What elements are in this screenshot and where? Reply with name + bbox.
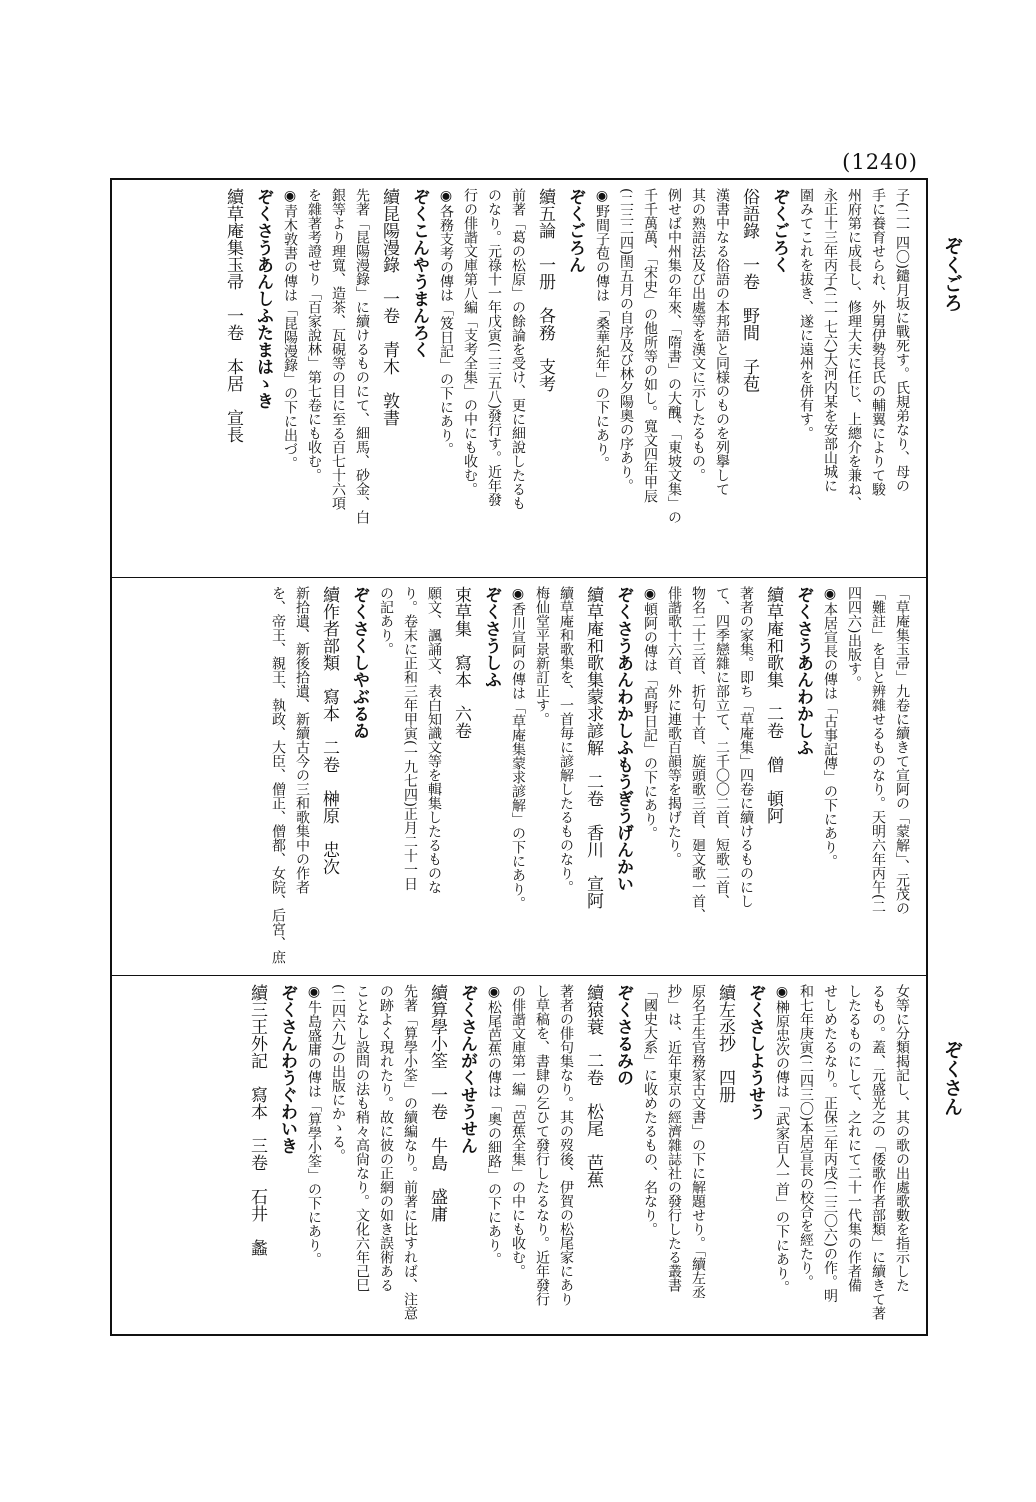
text-column: 著者の家集。即ち「草庵集」四卷に續けるものにし [738, 586, 754, 908]
text-column: を雜著考證せり「百家說林」第七卷にも收む。 [306, 188, 322, 482]
text-column: ◉野間子苞の傳は「桑華紀年」の下にあり。 [594, 188, 610, 470]
text-column: 原名壬生官務家古文書」の下に解題せり。「續左丞 [690, 984, 706, 1299]
text-column: ◉各務支考の傳は「笈日記」の下にあり。 [438, 188, 454, 456]
text-column: ◉香川宣阿の傳は「草庵集蒙求諺解」の下にあり。 [510, 586, 526, 910]
text-column: ◉本居宣長の傳は「古事記傳」の下にあり。 [822, 586, 838, 868]
text-column: 續草庵和歌集を、一首毎に諺解したるものなり。 [558, 586, 574, 894]
text-column: 其の熟語法及び出處等を漢文に示したるもの。 [690, 188, 706, 482]
text-column: のなり。元祿十一年戊寅(二三五八)發行す。近年發 [486, 188, 502, 507]
text-column: 女等に分類揭記し、其の歌の出處歌數を指示した [894, 984, 910, 1292]
entry-heading: ぞくさるみの [613, 984, 633, 1086]
text-column: の俳諧文庫第一編「芭蕉全集」の中にも收む。 [510, 984, 526, 1278]
text-column: 俳諧歌十六首、外に連歌百韻等を揭げたり。 [666, 586, 682, 866]
text-column: 行の俳諧文庫第八編「支考全集」の中にも收む。 [462, 188, 478, 496]
text-column: るもの。蓋、元盛光之の「倭歌作者部類」に續きて著 [870, 984, 886, 1320]
entry-heading: ぞくごろく [769, 188, 789, 273]
text-column: 千千萬萬、「宋史」の他所等の如し。寬文四年甲辰 [642, 188, 658, 503]
entry-title: 續草庵和歌集 二卷 僧 頓阿 [763, 586, 783, 824]
text-column: 願文、諷誦文、表白知識文等を輯集したるものな [426, 586, 442, 894]
text-column: り。卷末に正和三年甲寅(一九七四)正月二十一日 [402, 586, 418, 891]
running-head-top: ぞくごろ [941, 236, 963, 312]
entry-title: 續昆陽漫錄 一卷 青木 敦書 [379, 188, 399, 426]
entry-heading: ぞくさうあんわかしふもうぎうげんかい [613, 586, 633, 892]
entry-title: 續算學小筌 一卷 牛島 盛庸 [427, 984, 447, 1222]
text-column: し草稿を、書肆の乞ひて發行したるなり。近年發行 [534, 984, 550, 1306]
divider-line [112, 577, 926, 578]
text-column: ◉榊原忠次の傳は「武家百人一首」の下にあり。 [774, 984, 790, 1294]
entry-heading: ぞくさうあんしふたまはゝき [253, 188, 273, 409]
text-column: 「草庵集玉帚」九卷に續きて宣阿の「蒙解」、元茂の [894, 586, 910, 915]
entry-title: 續作者部類 寫本 二卷 榊原 忠次 [319, 586, 339, 875]
text-panel-middle [124, 586, 914, 971]
text-column: 圍みてこれを拔き、遂に遠州を併有す。 [798, 188, 814, 440]
running-head-bottom: ぞくさん [941, 1040, 963, 1116]
text-column: 前著「葛の松原」の餘論を受け、更に細說したるも [510, 188, 526, 510]
entry-heading: ぞくさうしふ [481, 586, 501, 688]
entry-heading: ぞくさしようせう [745, 984, 765, 1120]
entry-title: 續五論 一册 各務 支考 [535, 188, 555, 392]
page-frame [110, 178, 928, 1336]
text-column: せしめたるなり。正保三年丙戌(二三〇六)の作。明 [822, 984, 838, 1303]
text-column: ことなし設問の法も稍々高尙なり。文化六年己巳 [354, 984, 370, 1292]
text-column: 例せば中州集の年來、「隋書」の大醜、「東坡文集」の [666, 188, 682, 524]
page-number: (1240) [842, 150, 918, 174]
text-column: 四四六)出版す。 [846, 586, 862, 690]
text-column: 著者の俳句集なり。其の歿後、伊賀の松尾家にあり [558, 984, 574, 1306]
text-column: ◉青木敦書の傳は「昆陽漫錄」の下に出づ。 [282, 188, 298, 470]
entry-heading: ぞくさんがくせうせん [457, 984, 477, 1154]
entry-title: 續草庵和歌集蒙求諺解 二卷 香川 宣阿 [583, 586, 603, 909]
entry-title: 續草庵集玉帚 一卷 本居 宣長 [223, 188, 243, 443]
divider-line [112, 975, 926, 976]
text-column: 「難註」を自と辨雜せるものなり。天明六年丙午(二 [870, 586, 886, 914]
text-column: 漢書中なる俗語の本邦語と同様のものを列擧して [714, 188, 730, 496]
entry-title: 束草集 寫本 六卷 [451, 586, 471, 739]
text-column: 抄」は、近年東京の經濟雜誌社の發行したる叢書 [666, 984, 682, 1292]
text-column: の記あり。 [378, 586, 394, 656]
entry-heading: ぞくさうあんわかしふ [793, 586, 813, 756]
text-panel-top [124, 188, 914, 573]
entry-title: 續三王外記 寫本 三卷 石井 蠡 [247, 984, 267, 1256]
entry-title: 續猿蓑 二卷 松尾 芭蕉 [583, 984, 603, 1188]
text-panel-bottom [124, 984, 914, 1369]
entry-heading: ぞくさんわうぐわいき [277, 984, 297, 1154]
entry-heading: ぞくさくしやぶるゐ [349, 586, 369, 739]
text-column: 先著「昆陽漫錄」に續けるものにて、細馬、砂金、白 [354, 188, 370, 524]
text-column: 銀等より理寬、造茶、瓦硯等の目に至る百七十六項 [330, 188, 346, 510]
text-column: を、帝王、親王、執政、大臣、僧正、僧都、女院、后宮、庶 [270, 586, 286, 964]
text-column: ◉松尾芭蕉の傳は「奧の細路」の下にあり。 [486, 984, 502, 1266]
text-column: ◉牛島盛庸の傳は「算學小筌」の下にあり。 [306, 984, 322, 1266]
text-column: (二四六九)の出版にかゝる。 [330, 984, 346, 1163]
text-column: 手に養育せられ、外舅伊勢長氏の輔翼によりて駿 [870, 188, 886, 496]
entry-title: 俗語錄 一卷 野間 子苞 [739, 188, 759, 392]
entry-title: 續左丞抄 四册 [715, 984, 735, 1103]
text-column: 州府第に成長し、修理大夫に任じ、上總介を兼ね、 [846, 188, 862, 510]
text-column: 物名二十三首、折句十首、旋頭歌三首、廻文歌一首、 [690, 586, 706, 922]
text-column: 先著「算學小筌」の續編なり。前著に比すれば、注意 [402, 984, 418, 1320]
text-column: 梅仙堂平景新訂正す。 [534, 586, 550, 726]
text-column: て、四季戀雜に部立て、二千〇〇二首、短歌二首、 [714, 586, 730, 908]
text-column: 「國史大系」に收めたるもの、名なり。 [642, 984, 658, 1236]
entry-heading: ぞくこんやうまんろく [409, 188, 429, 358]
entry-heading: ぞくごろん [565, 188, 585, 273]
text-column: ◉頓阿の傳は「高野日記」の下にあり。 [642, 586, 658, 840]
text-column: の跡よく現れたり。故に彼の正網の如き誤術ある [378, 984, 394, 1292]
text-column: 和七年庚寅(二四三〇)本居宣長の校合を經たり。 [798, 984, 814, 1289]
text-column: 子(二一四〇)鑓月坂に戰死す。氏規弟なり、母の [894, 188, 910, 493]
text-column: 新拾遺、新後拾遺、新續古今の三和歌集中の作者 [294, 586, 310, 894]
text-column: 永正十三年丙子(二一七六)大河内某を安部山城に [822, 188, 838, 493]
text-column: したるものにして、之れにて二十一代集の作者備 [846, 984, 862, 1292]
text-column: (二三二四)閏五月の自序及び林夕陽奧の序あり。 [618, 188, 634, 493]
